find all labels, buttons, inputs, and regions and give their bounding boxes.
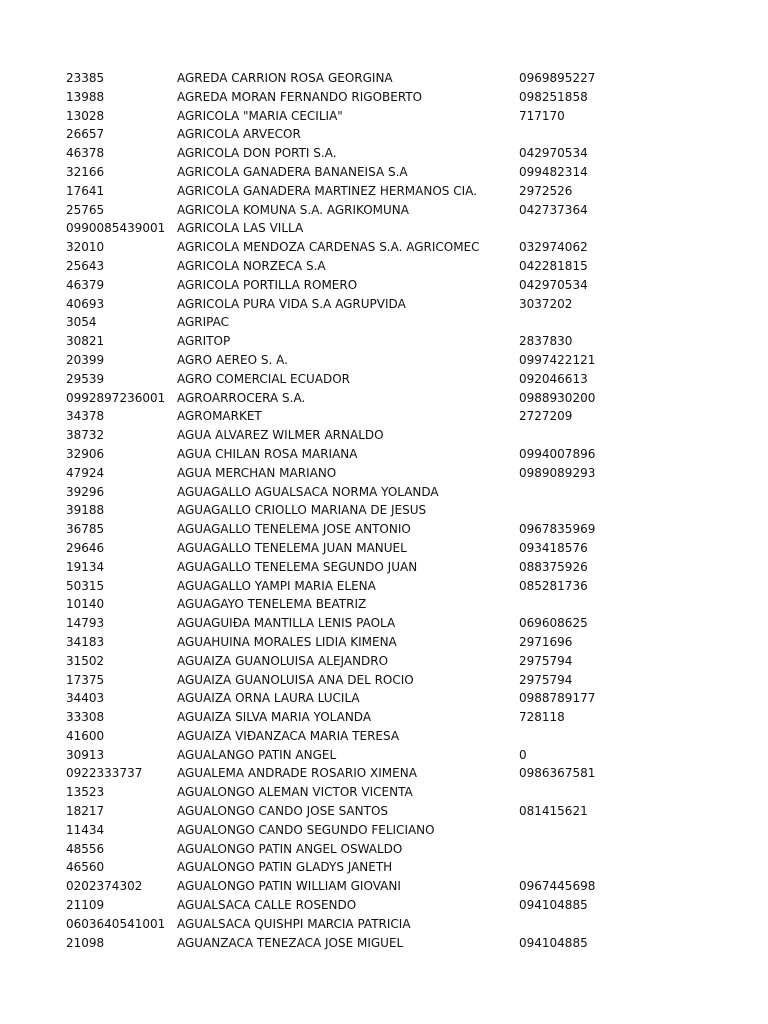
row-code: 46378 — [66, 146, 105, 161]
row-code: 13523 — [66, 785, 105, 800]
table-row — [0, 896, 768, 915]
row-name: AGUAIZA GUANOLUISA ALEJANDRO — [177, 653, 389, 668]
row-phone: 2975794 — [519, 653, 573, 668]
row-code: 30913 — [66, 747, 105, 762]
table-row — [0, 802, 768, 821]
row-name: AGRICOLA PURA VIDA S.A AGRUPVIDA — [177, 296, 406, 311]
row-phone: 728118 — [519, 710, 565, 725]
row-code: 23385 — [66, 71, 105, 85]
table-row — [0, 708, 768, 727]
row-code: 48556 — [66, 841, 105, 856]
row-name: AGREDA MORAN FERNANDO RIGOBERTO — [177, 89, 423, 104]
table-row — [0, 182, 768, 201]
row-name: AGUA ALVAREZ WILMER ARNALDO — [177, 428, 384, 443]
row-phone: 094104885 — [519, 898, 588, 913]
row-name: AGUANZACA TENEZACA JOSE MIGUEL — [177, 935, 404, 950]
row-name: AGRITOP — [177, 334, 231, 349]
row-code: 38732 — [66, 428, 105, 443]
row-phone: 717170 — [519, 108, 565, 123]
row-name: AGRICOLA KOMUNA S.A. AGRIKOMUNA — [177, 202, 409, 217]
row-name: AGUAGUIÐA MANTILLA LENIS PAOLA — [177, 616, 396, 631]
row-name: AGUALSACA CALLE ROSENDO — [177, 898, 357, 913]
row-name: AGUAGALLO TENELEMA JOSE ANTONIO — [177, 522, 411, 537]
row-name: AGUAGALLO CRIOLLO MARIANA DE JESUS — [177, 503, 427, 518]
table-row — [0, 689, 768, 708]
row-phone: 0994007896 — [519, 446, 596, 461]
row-phone: 042970534 — [519, 277, 588, 292]
row-code: 36785 — [66, 522, 105, 537]
row-phone: 069608625 — [519, 616, 588, 631]
row-phone: 0 — [519, 747, 527, 762]
row-code: 34183 — [66, 634, 105, 649]
row-phone: 042281815 — [519, 258, 588, 273]
row-name: AGUALEMA ANDRADE ROSARIO XIMENA — [177, 766, 417, 781]
row-code: 11434 — [66, 822, 105, 837]
table-row — [0, 389, 768, 408]
row-code: 46560 — [66, 860, 105, 875]
row-name: AGRICOLA "MARIA CECILIA" — [177, 108, 343, 123]
row-code: 0202374302 — [66, 879, 143, 894]
table-row — [0, 238, 768, 257]
row-code: 32906 — [66, 446, 105, 461]
row-code: 33308 — [66, 710, 105, 725]
row-code: 31502 — [66, 653, 105, 668]
row-phone: 0967835969 — [519, 522, 596, 537]
row-name: AGUA CHILAN ROSA MARIANA — [177, 446, 358, 461]
row-code: 46379 — [66, 277, 105, 292]
table-row — [0, 257, 768, 276]
row-phone: 085281736 — [519, 578, 588, 593]
row-name: AGUAGAYO TENELEMA BEATRIZ — [177, 597, 367, 612]
table-row — [0, 201, 768, 220]
table-row — [0, 614, 768, 633]
row-code: 50315 — [66, 578, 105, 593]
table-row — [0, 276, 768, 295]
row-code: 34378 — [66, 409, 105, 424]
row-phone: 042737364 — [519, 202, 588, 217]
row-name: AGRICOLA DON PORTI S.A. — [177, 146, 337, 161]
row-phone: 2727209 — [519, 409, 573, 424]
row-code: 26657 — [66, 127, 105, 142]
row-name: AGUALSACA QUISHPI MARCIA PATRICIA — [177, 916, 411, 931]
row-name: AGUALONGO PATIN WILLIAM GIOVANI — [177, 879, 401, 894]
table-row — [0, 595, 768, 614]
row-name: AGUALANGO PATIN ANGEL — [177, 747, 337, 762]
row-name: AGUAIZA ORNA LAURA LUCILA — [177, 691, 360, 706]
row-name: AGUAGALLO TENELEMA SEGUNDO JUAN — [177, 559, 418, 574]
row-phone: 094104885 — [519, 935, 588, 950]
row-code: 29646 — [66, 540, 105, 555]
table-row — [0, 915, 768, 934]
row-phone: 092046613 — [519, 371, 588, 386]
row-code: 10140 — [66, 597, 105, 612]
row-phone: 0988789177 — [519, 691, 596, 706]
table-row — [0, 407, 768, 426]
table-row — [0, 426, 768, 445]
row-name: AGUAHUINA MORALES LIDIA KIMENA — [177, 634, 397, 649]
row-name: AGREDA CARRION ROSA GEORGINA — [177, 71, 393, 85]
table-row — [0, 764, 768, 783]
table-row — [0, 219, 768, 238]
row-phone: 099482314 — [519, 164, 588, 179]
table-row — [0, 746, 768, 765]
row-name: AGUA MERCHAN MARIANO — [177, 465, 337, 480]
row-code: 0990085439001 — [66, 221, 166, 236]
row-code: 39296 — [66, 484, 105, 499]
row-code: 41600 — [66, 728, 105, 743]
row-code: 21098 — [66, 935, 105, 950]
row-name: AGUALONGO CANDO SEGUNDO FELICIANO — [177, 822, 435, 837]
row-name: AGUAIZA SILVA MARIA YOLANDA — [177, 710, 372, 725]
table-row — [0, 858, 768, 877]
row-phone: 081415621 — [519, 804, 588, 819]
row-name: AGUALONGO ALEMAN VICTOR VICENTA — [177, 785, 413, 800]
row-code: 32166 — [66, 164, 105, 179]
table-row — [0, 783, 768, 802]
table-row — [0, 501, 768, 520]
table-row — [0, 727, 768, 746]
row-code: 32010 — [66, 240, 105, 255]
row-name: AGUALONGO PATIN ANGEL OSWALDO — [177, 841, 403, 856]
row-phone: 093418576 — [519, 540, 588, 555]
row-code: 17375 — [66, 672, 105, 687]
table-row — [0, 295, 768, 314]
row-code: 39188 — [66, 503, 105, 518]
row-name: AGRICOLA GANADERA BANANEISA S.A — [177, 164, 408, 179]
table-row — [0, 840, 768, 859]
row-code: 18217 — [66, 804, 105, 819]
row-name: AGRICOLA GANADERA MARTINEZ HERMANOS CIA. — [177, 183, 477, 198]
row-code: 47924 — [66, 465, 105, 480]
row-phone: 032974062 — [519, 240, 588, 255]
table-row — [0, 633, 768, 652]
row-name: AGRICOLA NORZECA S.A — [177, 258, 326, 273]
row-phone: 0969895227 — [519, 71, 596, 85]
row-phone: 0997422121 — [519, 352, 596, 367]
table-row — [0, 464, 768, 483]
row-name: AGUAGALLO AGUALSACA NORMA YOLANDA — [177, 484, 439, 499]
row-code: 0992897236001 — [66, 390, 166, 405]
row-code: 21109 — [66, 898, 105, 913]
table-row — [0, 877, 768, 896]
row-phone: 042970534 — [519, 146, 588, 161]
row-phone: 0967445698 — [519, 879, 596, 894]
table-row — [0, 539, 768, 558]
row-phone: 2837830 — [519, 334, 573, 349]
table-row — [0, 671, 768, 690]
row-code: 30821 — [66, 334, 105, 349]
table-row — [0, 821, 768, 840]
row-name: AGRO AEREO S. A. — [177, 352, 288, 367]
table-row — [0, 69, 768, 88]
row-name: AGRICOLA ARVECOR — [177, 127, 301, 142]
contact-list-sheet — [0, 69, 768, 952]
row-code: 3054 — [66, 315, 97, 330]
table-row — [0, 370, 768, 389]
row-code: 29539 — [66, 371, 105, 386]
table-row — [0, 163, 768, 182]
table-row — [0, 88, 768, 107]
row-phone: 3037202 — [519, 296, 573, 311]
row-code: 20399 — [66, 352, 105, 367]
table-row — [0, 445, 768, 464]
row-name: AGRICOLA MENDOZA CARDENAS S.A. AGRICOMEC — [177, 240, 480, 255]
row-phone: 098251858 — [519, 89, 588, 104]
row-phone: 2971696 — [519, 634, 573, 649]
row-phone: 088375926 — [519, 559, 588, 574]
row-name: AGUAIZA VIÐANZACA MARIA TERESA — [177, 728, 400, 743]
row-name: AGRICOLA LAS VILLA — [177, 221, 304, 236]
table-row — [0, 313, 768, 332]
table-row — [0, 520, 768, 539]
row-code: 34403 — [66, 691, 105, 706]
row-code: 25765 — [66, 202, 105, 217]
table-row — [0, 351, 768, 370]
table-row — [0, 558, 768, 577]
row-name: AGROMARKET — [177, 409, 262, 424]
table-row — [0, 652, 768, 671]
row-phone: 0986367581 — [519, 766, 596, 781]
table-row — [0, 483, 768, 502]
row-name: AGRO COMERCIAL ECUADOR — [177, 371, 350, 386]
row-code: 17641 — [66, 183, 105, 198]
row-name: AGUALONGO PATIN GLADYS JANETH — [177, 860, 393, 875]
table-row — [0, 107, 768, 126]
table-row — [0, 125, 768, 144]
row-code: 13988 — [66, 89, 105, 104]
row-phone: 0988930200 — [519, 390, 596, 405]
table-row — [0, 144, 768, 163]
table-row — [0, 934, 768, 953]
row-code: 40693 — [66, 296, 105, 311]
row-code: 25643 — [66, 258, 105, 273]
row-name: AGUAGALLO YAMPI MARIA ELENA — [177, 578, 376, 593]
table-row — [0, 332, 768, 351]
table-row — [0, 577, 768, 596]
row-code: 13028 — [66, 108, 105, 123]
row-code: 0603640541001 — [66, 916, 166, 931]
row-phone: 0989089293 — [519, 465, 596, 480]
row-name: AGRIPAC — [177, 315, 230, 330]
row-code: 19134 — [66, 559, 105, 574]
row-phone: 2972526 — [519, 183, 573, 198]
row-code: 0922333737 — [66, 766, 143, 781]
row-code: 14793 — [66, 616, 105, 631]
row-name: AGROARROCERA S.A. — [177, 390, 306, 405]
row-name: AGUAIZA GUANOLUISA ANA DEL ROCIO — [177, 672, 414, 687]
row-name: AGUAGALLO TENELEMA JUAN MANUEL — [177, 540, 407, 555]
row-name: AGUALONGO CANDO JOSE SANTOS — [177, 804, 389, 819]
row-phone: 2975794 — [519, 672, 573, 687]
row-name: AGRICOLA PORTILLA ROMERO — [177, 277, 358, 292]
